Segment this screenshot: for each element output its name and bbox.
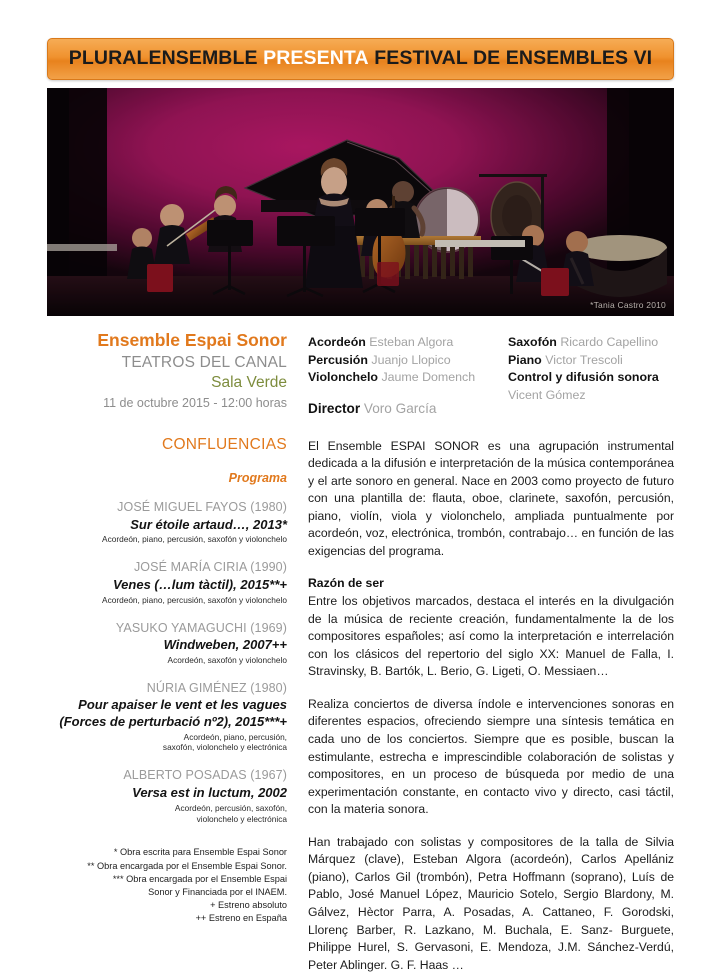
work-composer: ALBERTO POSADAS (1967) xyxy=(123,768,287,783)
about-section xyxy=(308,575,674,593)
header-banner xyxy=(47,38,674,80)
work-composer: NÚRIA GIMÉNEZ (1980) xyxy=(146,680,287,695)
program-notes xyxy=(47,846,287,924)
about-section-heading: Razón de ser xyxy=(308,576,384,591)
work-instruments: Acordeón, piano, percusión, saxofón y violonchelo xyxy=(102,534,287,545)
right-column xyxy=(308,334,674,974)
performer-role: Saxofón xyxy=(508,335,557,349)
work-title: Sur étoile artaud…, 2013* xyxy=(130,516,287,532)
work-composer: JOSÉ MIGUEL FAYOS (1980) xyxy=(117,500,287,515)
work-subtitle: (Forces de perturbació nº2), 2015***+ xyxy=(59,713,287,729)
program-note: + Estreno absoluto xyxy=(210,899,287,910)
about-paragraph-2: Entre los objetivos marcados, destaca el interés en la divulgación de la música de reciente creación, fundamentalmente la de los compositores españoles; así como la interpretación e interrelación con los clásicos del repertorio del siglo XX: Manuel de Falla, I. Stravinsky, B. Bartók, L. Berio, G. Ligeti, O. Messiaen… xyxy=(308,594,674,679)
director-entry xyxy=(308,400,508,418)
banner-text xyxy=(69,49,652,69)
work-composer: YASUKO YAMAGUCHI (1969) xyxy=(115,620,287,635)
work-title: Versa est in luctum, 2002 xyxy=(132,785,287,801)
left-column xyxy=(47,330,287,925)
program-work xyxy=(47,681,287,754)
banner-part-pluralensemble: PLURALENSEMBLE xyxy=(68,47,258,70)
program-note: * Obra escrita para Ensemble Espai Sonor xyxy=(113,847,287,858)
banner-part-presenta: PRESENTA xyxy=(263,47,369,70)
about-paragraph-4: Han trabajado con solistas y compositores de la talla de Silvia Márquez (clave), Esteban Algora (acordeón), Carlos Apellániz (piano), Carlos Gil (trombón), Petra Hoffmann (soprano), Luís de Pablo, José Manuel López, Mauricio Sotelo, Sergio Blardony, M. Gálvez, Hèctor Parra, A. Posadas, A. Cattaneo, F. Gorodski, Llorenç Barber, R. Lazkano, M. Buchala, E. Sanz- Burguete, Philippe Hurel, S. Gervasoni, E. Mendoza, J.M. Sánchez-Verdú, Peter Ablinger. G. F. Haas … xyxy=(308,834,674,972)
work-title: Pour apaiser le vent et les vagues xyxy=(78,697,287,713)
performer-entry xyxy=(308,334,508,352)
performer-name: Esteban Algora xyxy=(369,335,454,349)
performer-name: Ricardo Capellino xyxy=(560,335,659,349)
performer-entry xyxy=(508,352,674,370)
sound-control-name: Vicent Gómez xyxy=(508,387,586,402)
ensemble-title: Ensemble Espai Sonor xyxy=(97,330,287,350)
performer-role: Acordeón xyxy=(308,335,366,349)
performer-role: Percusión xyxy=(308,352,368,367)
performer-name: Jaume Domench xyxy=(381,370,476,385)
performer-entry xyxy=(308,369,508,387)
venue-name: TEATROS DEL CANAL xyxy=(121,353,287,371)
work-instruments: Acordeón, saxofón y violonchelo xyxy=(167,654,287,665)
cycle-title: CONFLUENCIAS xyxy=(161,435,287,453)
performers-column-right xyxy=(508,334,674,418)
concert-photo xyxy=(47,88,674,316)
program-work xyxy=(47,500,287,545)
program-note: ++ Estreno en España xyxy=(195,912,287,923)
about-paragraph-3: Realiza conciertos de diversa índole e intervenciones sonoras en diferentes espacios, ofreciendo siempre una síntesis temática en cada uno de los conciertos. Siempre que es posible, buscan la estimulante, estrecha e imprescindible colaboración de solistas y compositores, en un proceso de búsqueda por medio de una experimentación constante, en contacto vivo y directo, casi táctil, con la materia sonora. xyxy=(308,696,674,817)
program-work xyxy=(47,768,287,824)
program-note: Sonor y Financiada por el INAEM. xyxy=(148,886,287,897)
work-composer: JOSÉ MARÍA CIRIA (1990) xyxy=(133,560,287,575)
sound-control-entry xyxy=(508,369,674,387)
banner-part-festival: FESTIVAL DE ENSEMBLES VI xyxy=(374,47,653,70)
work-title: Windweben, 2007++ xyxy=(163,637,287,653)
concert-photo-illustration xyxy=(47,88,674,316)
photo-credit: *Tania Castro 2010 xyxy=(590,300,666,310)
performer-name: Victor Trescoli xyxy=(545,352,623,367)
performer-role: Violonchelo xyxy=(308,370,378,385)
performer-role: Piano xyxy=(508,352,542,367)
work-instruments: Acordeón, percusión, saxofón, violonchelo y electrónica xyxy=(174,802,287,824)
program-work xyxy=(47,621,287,666)
work-instruments: Acordeón, piano, percusión, saxofón, violonchelo y electrónica xyxy=(162,731,287,753)
event-datetime: 11 de octubre 2015 - 12:00 horas xyxy=(103,396,287,411)
program-note: ** Obra encargada por el Ensemble Espai Sonor. xyxy=(87,860,287,871)
performer-entry xyxy=(508,334,674,352)
program-work xyxy=(47,560,287,605)
sound-control-role: Control y difusión sonora xyxy=(508,370,659,385)
performer-entry xyxy=(308,352,508,370)
performers-block xyxy=(308,334,674,418)
performers-column-left xyxy=(308,334,508,418)
work-instruments: Acordeón, piano, percusión, saxofón y violonchelo xyxy=(102,594,287,605)
director-role: Director xyxy=(308,400,361,416)
program-heading: Programa xyxy=(228,471,287,486)
program-note: *** Obra encargada por el Ensemble Espai xyxy=(112,873,287,884)
performer-name: Juanjo Llopico xyxy=(371,352,451,367)
work-title: Venes (…lum tàctil), 2015**+ xyxy=(112,577,287,593)
director-name: Voro García xyxy=(363,400,437,416)
about-paragraph-1: El Ensemble ESPAI SONOR es una agrupación instrumental dedicada a la difusión e interpretación de la música contemporánea y el arte sonoro en general. Nace en 2003 como proyecto de futuro con una plantilla de: flauta, oboe, clarinete, saxofón, percusión, piano, violín, viola y violonchelo, ampliada puntualmente por acordeón, voz, electrónica, trombón, contrabajo… en función de las exigencias del programa. xyxy=(308,438,674,558)
hall-name: Sala Verde xyxy=(211,374,287,392)
